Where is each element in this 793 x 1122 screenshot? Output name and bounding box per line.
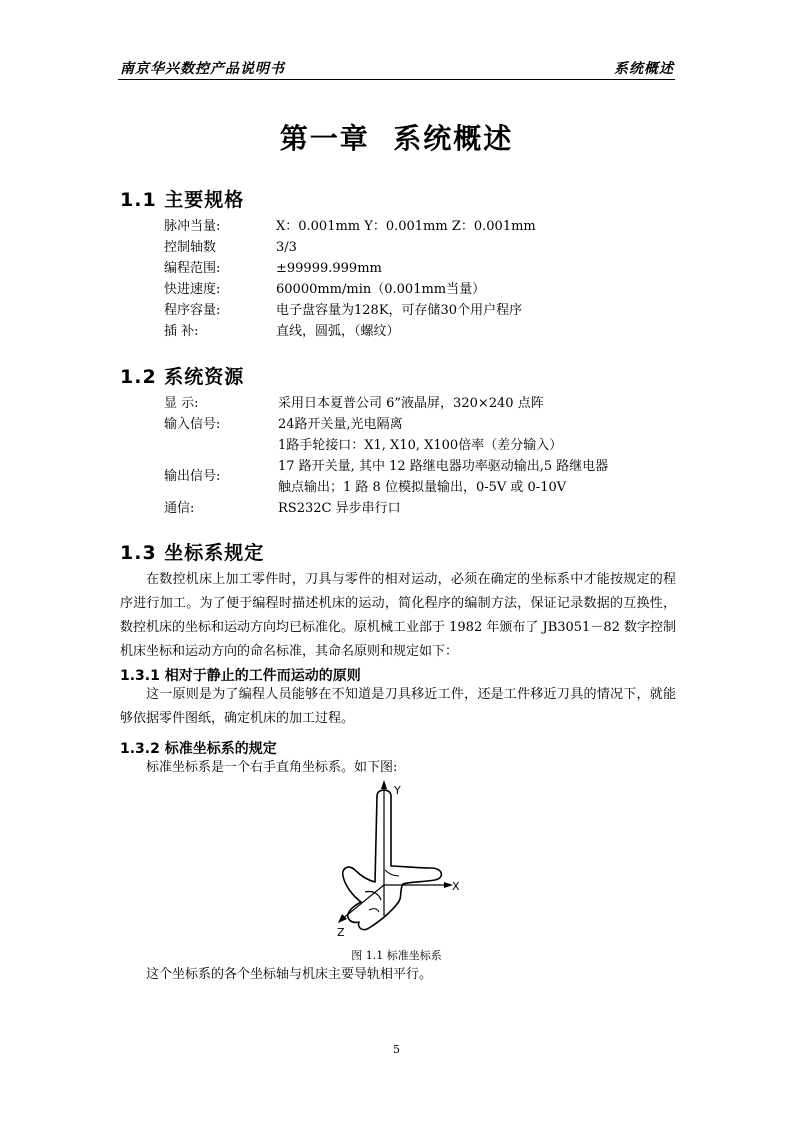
- paragraph-text: 标准坐标系是一个右手直角坐标系。如下图:: [146, 760, 398, 775]
- resource-value: RS232C 异步串行口: [278, 501, 401, 516]
- resource-value: 采用日本夏普公司 6”液晶屏，320×240 点阵: [278, 396, 544, 411]
- spec-label: 脉冲当量:: [164, 219, 221, 234]
- chapter-title: 第一章 系统概述: [279, 122, 514, 155]
- paragraph-text: 这个坐标系的各个坐标轴与机床主要导轨相平行。: [146, 967, 433, 982]
- spec-label: 快进速度:: [164, 282, 221, 297]
- resource-value: 17 路开关量, 其中 12 路继电器功率驱动输出,5 路继电器: [278, 459, 609, 474]
- header-right-title: 系统概述: [614, 61, 674, 77]
- spec-value: 直线，圆弧，（螺纹）: [276, 324, 400, 339]
- paragraph-text: 在数控机床上加工零件时，刀具与零件的相对运动，必须在确定的坐标系中才能按规定的程序进行加工。为了便于编程时描述机床的运动，简化程序的编制方法，保证记录数据的互换性，数控机床的坐标和运动方向均已标准化。原机械工业部于 1982 年颁布了 JB3051－82 数字控制机床坐标和运动方向的命名标准，其命名原则和规定如下：: [120, 572, 677, 659]
- spec-value: 电子盘容量为128K，可存储30个用户程序: [276, 303, 523, 318]
- y-axis-label: Y: [394, 784, 401, 797]
- spec-value: 3/3: [276, 240, 297, 255]
- section-1-3-1-title: 1.3.1 相对于静止的工件而运动的原则: [120, 668, 361, 684]
- hand-outline-icon: [343, 790, 442, 930]
- section-1-3-title: 1.3 坐标系规定: [120, 542, 265, 564]
- spec-label: 程序容量:: [164, 303, 221, 318]
- z-axis-arrowhead: [338, 914, 347, 923]
- section-1-3-paragraph: [120, 568, 676, 664]
- section-1-3-1-paragraph: [120, 683, 676, 731]
- header-left-title: 南京华兴数控产品说明书: [120, 61, 285, 77]
- page-number: 5: [393, 1043, 400, 1056]
- z-axis-label: Z: [337, 926, 345, 939]
- palm-crease: [369, 909, 379, 912]
- resource-label: 输入信号:: [164, 417, 221, 432]
- finger-crease: [385, 870, 399, 876]
- spec-label: 控制轴数: [164, 240, 217, 255]
- section-1-1-title: 1.1 主要规格: [120, 189, 245, 211]
- resource-label: 显 示:: [164, 396, 199, 411]
- figure-caption: 图 1.1 标准坐标系: [351, 949, 442, 962]
- resource-value: 24路开关量,光电隔离: [278, 417, 403, 432]
- spec-label: 插 补:: [164, 324, 199, 339]
- paragraph-text: 这一原则是为了编程人员能够在不知道是刀具移近工件，还是工件移近刀具的情况下，就能够依据零件图纸，确定机床的加工过程。: [120, 687, 676, 726]
- x-axis-label: X: [452, 880, 460, 893]
- section-1-2-title: 1.2 系统资源: [120, 366, 245, 388]
- spec-label: 编程范围:: [164, 261, 221, 276]
- resource-label: 输出信号:: [164, 469, 221, 484]
- section-1-3-2-paragraph: [120, 756, 676, 780]
- header-divider: [118, 79, 675, 80]
- section-1-3-2-title: 1.3.2 标准坐标系的规定: [120, 741, 277, 757]
- resource-value: 触点输出；1 路 8 位模拟量输出，0-5V 或 0-10V: [278, 480, 567, 495]
- right-hand-coordinate-figure: [325, 778, 475, 940]
- spec-value: X：0.001mm Y：0.001mm Z：0.001mm: [276, 219, 536, 234]
- spec-value: 60000mm/min（0.001mm当量）: [276, 282, 486, 297]
- y-axis-arrowhead: [381, 780, 387, 789]
- spec-value: ±99999.999mm: [276, 261, 382, 276]
- section-1-3-2-closing: [120, 963, 676, 987]
- resource-value: 1路手轮接口：X1, X10, X100倍率（差分输入）: [278, 438, 563, 453]
- resource-label: 通信:: [164, 501, 195, 516]
